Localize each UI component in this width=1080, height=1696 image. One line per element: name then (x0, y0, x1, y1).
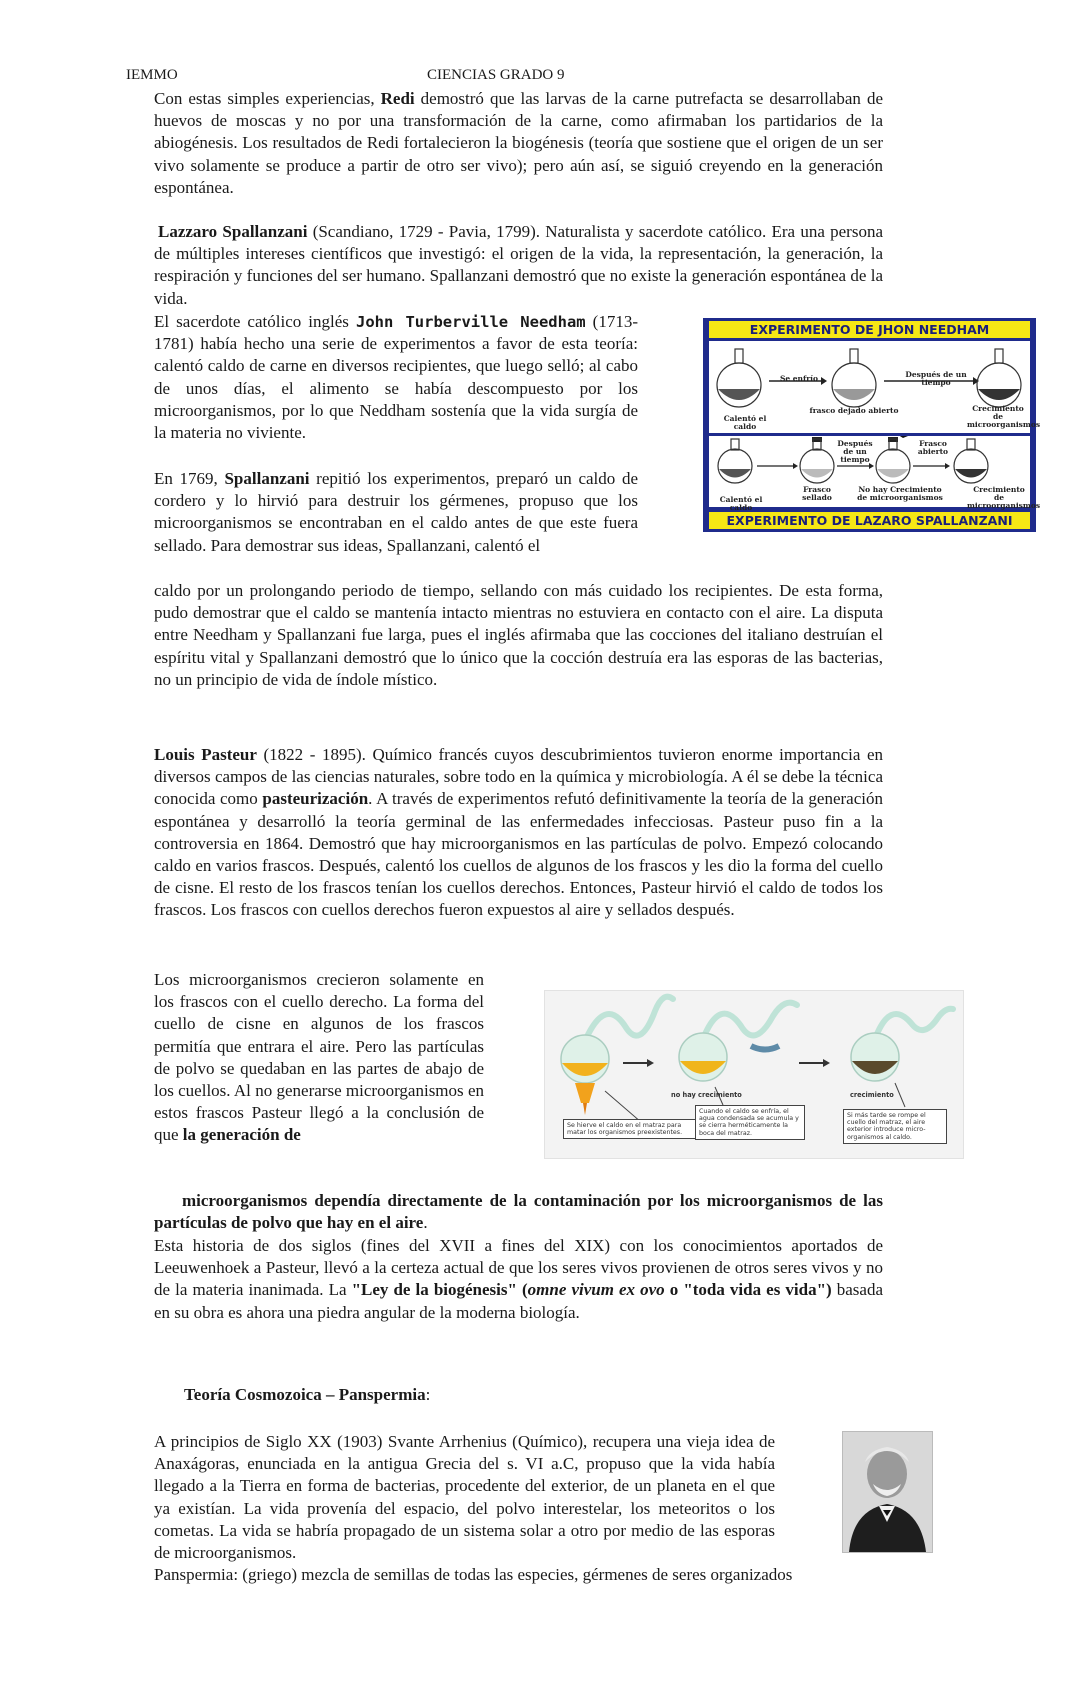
needham-spallanzani-figure (703, 318, 1041, 532)
pasteur-flask-figure (544, 990, 964, 1159)
spallanzani-panel (709, 436, 1041, 512)
pasteur-side-paragraph (154, 969, 484, 1147)
pasteur-tag-no-growth: no hay crecimiento (671, 1091, 742, 1099)
spallanzani-name: Lazzaro Spallanzani (158, 222, 308, 241)
needham-text-0: El sacerdote católico inglés (154, 312, 356, 331)
cosmozoica-title: Teoría Cosmozoica – Panspermia (184, 1385, 426, 1404)
pasteur-name: Louis Pasteur (154, 745, 257, 764)
label-sellado: Frasco sellado (802, 485, 832, 502)
header-school: IEMMO (126, 67, 178, 83)
label-despues-1: Después de un tiempo (905, 370, 967, 387)
ley-biogenesis: "Ley de la biogénesis" ( (351, 1280, 528, 1300)
history-text-2: basada en su obra es ahora una piedra angular de la moderna biología. (154, 1280, 884, 1322)
history-paragraph (154, 1235, 883, 1324)
history-text-1: Esta historia de dos siglos (fines del XVII a fines del XIX) con los conocimientos aportados de Leeuwenhoek a Pasteur, llevó a la certeza actual de que los seres vivos provienen de otros seres vivos y no de la materia inanimada. La (154, 1236, 883, 1300)
exp-name: Spallanzani (224, 469, 310, 488)
spallanzani-text: (Scandiano, 1729 - Pavia, 1799). Naturalista y sacerdote católico. Era una persona de múltiples intereses científicos que investigó: el origen de la vida, la representación, la generación, la respiración y funciones del ser humano. Spallanzani demostró que no existe la generación espontánea de la vida. (154, 222, 884, 308)
cosmozoica-heading (184, 1384, 584, 1406)
label-despues-2: Después de un tiempo (837, 439, 873, 464)
exp-text-0: En 1769, (154, 469, 225, 488)
cosmozoica-paragraph: A principios de Siglo XX (1903) Svante Arrhenius (Químico), recupera una vieja idea de Anaxágoras, enunciada en la antigua Grecia del s. VI a.C, propuso que la vida había llegado a la Tierra en forma de bacterias, procedente del exterior, de un planeta en el que ya existían. La vida provenía del espacio, del polvo interestelar, los meteoritos o los cometas. La vida se habría propagado de un sistema solar a otro por medio de las esporas de microorganismos. (154, 1432, 775, 1563)
label-crecimiento-1: Crecimiento de microorganismos (967, 404, 1041, 429)
intro-text: Con estas simples experiencias, (154, 89, 381, 108)
pasteur-conclusion-end: . (423, 1213, 428, 1233)
spallanzani-paragraph (154, 221, 883, 310)
label-frasco-abierto: frasco dejado abierto (809, 406, 899, 415)
toda-vida: "toda vida es vida") (683, 1280, 832, 1300)
pasteur-caption-2: Cuando el caldo se enfría, el agua condensada se acumula y se cierra herméticamente la boca del matraz. (695, 1105, 805, 1140)
pasteur-conclusion-bold: microorganismos dependía directamente de la contaminación por los microorganismos de las partículas de polvo que hay en el aire (154, 1191, 883, 1233)
pasteur-caption-1: Se hierve el caldo en el matraz para matar los organismos preexistentes. (563, 1119, 699, 1139)
label-frasco-abierto-2: Frasco abierto (917, 439, 949, 456)
needham-panel (709, 341, 1041, 433)
spallanzani-experiment (154, 468, 638, 557)
pasteur-side-bold: la generación de (182, 1125, 301, 1145)
label-calento-1: Calentó el caldo (723, 414, 767, 431)
portrait-image-icon (843, 1432, 932, 1552)
panspermia-definition: Panspermia: (griego) mezcla de semillas de todas las especies, gérmenes de seres organizados (154, 1565, 793, 1584)
pasteur-text-2: . A través de experimentos refutó definitivamente la teoría de la generación espontánea y desarrolló la teoría germinal de las enfermedades infecciosas. Pasteur puso fin a la controversia en 1864. Demostró que hay microorganismos en las partículas de polvo. Empezó colocando caldo en varios frascos. Después, calentó los cuellos de algunos de los frascos y les dio la forma del cuello de cisne. El resto de los frascos tenían los cuellos derechos. Entonces, Pasteur hirvió el caldo de todos los frascos. Los frascos con cuellos derechos fueron expuestos al aire y sellados después. (154, 789, 883, 920)
pasteur-conclusion (154, 1190, 883, 1234)
needham-name: John Turberville Needham (356, 313, 586, 331)
needham-paragraph (154, 311, 638, 444)
pasteur-text-1: (1822 - 1895). Químico francés cuyos descubrimientos tuvieron enorme importancia en diversos campos de las ciencias naturales, sobre todo en la química y microbiología. A él se debe la técnica conocida como (154, 745, 883, 809)
cosmozoica-colon: : (425, 1385, 431, 1404)
header-subject: CIENCIAS GRADO 9 (427, 67, 565, 83)
needham-text-1: (1713- 1781) había hecho una serie de experimentos a favor de esta teoría: calentó caldo de carne en diversos recipientes, que luego selló; al cabo de unos días, el alimento se había descompuesto por los microorganismos, por lo que Neddham sostenía que la vida surgía de la materia no viviente. (154, 312, 639, 443)
exp-text-1: repitió los experimentos, preparó un caldo de cordero y lo hirvió para destruir los gérmenes, propuso que los microorganismos se encontraban en el caldo antes de que este fuera sellado. Para demostrar sus ideas, Spallanzani, calentó el (154, 469, 638, 555)
pasteurizacion: pasteurización (262, 789, 369, 809)
pasteur-side-text: Los microorganismos crecieron solamente en los frascos con el cuello derecho. La forma del cuello de cisne en algunos de los frascos permitía que entrara el aire. Pero las partículas de polvo se quedaban en las partes de abajo de los cuellos. Al no generarse microorganismos en estos frascos Pasteur llegó a la conclusión de que (154, 970, 484, 1145)
omne-vivum: omne vivum ex ovo (527, 1280, 665, 1300)
pasteur-paragraph (154, 744, 883, 922)
history-o: o (664, 1280, 684, 1300)
arrhenius-portrait (842, 1431, 933, 1553)
pasteur-caption-3: Si más tarde se rompe el cuello del matraz, el aire exterior introduce micro-organismos al caldo. (843, 1109, 947, 1144)
label-crecimiento-2: Crecimiento de microorganismos (967, 485, 1041, 510)
intro-paragraph (154, 88, 883, 199)
label-calento-2: Calentó el caldo (719, 495, 763, 512)
spallanzani-continuation: caldo por un prolongando periodo de tiempo, sellando con más cuidado los recipientes. De esta forma, pudo demostrar que el caldo se mantenía intacto mientras no estuviera en contacto con el aire. La disputa entre Needham y Spallanzani fue larga, pues el inglés afirmaba que las cocciones del italiano destruían el espíritu vital y Spallanzani demostró que lo único que la cocción destruía era las esporas de las bacterias, no un principio de vida de índole místico. (154, 581, 883, 689)
redi-name: Redi (380, 89, 415, 108)
intro-text-2: demostró que las larvas de la carne putrefacta se desarrollaban de huevos de moscas y no por una transformación de la carne, como afirmaban los partidarios de la abiogénesis. Los resultados de Redi fortalecieron la biogénesis (teoría que sostiene que el origen de un ser vivo solamente se produce a partir de otro ser vivo); pero aún así, se siguió creyendo en la generación espontánea. (154, 89, 884, 197)
label-no-crecimiento: No hay Crecimiento de microorganismos (857, 485, 943, 502)
figure-title-spallanzani: EXPERIMENTO DE LAZARO SPALLANZANI (709, 512, 1030, 529)
pasteur-tag-growth: crecimiento (850, 1091, 894, 1099)
figure-title-needham: EXPERIMENTO DE JHON NEEDHAM (709, 321, 1030, 338)
label-enfrio: Se enfrío (779, 374, 819, 383)
